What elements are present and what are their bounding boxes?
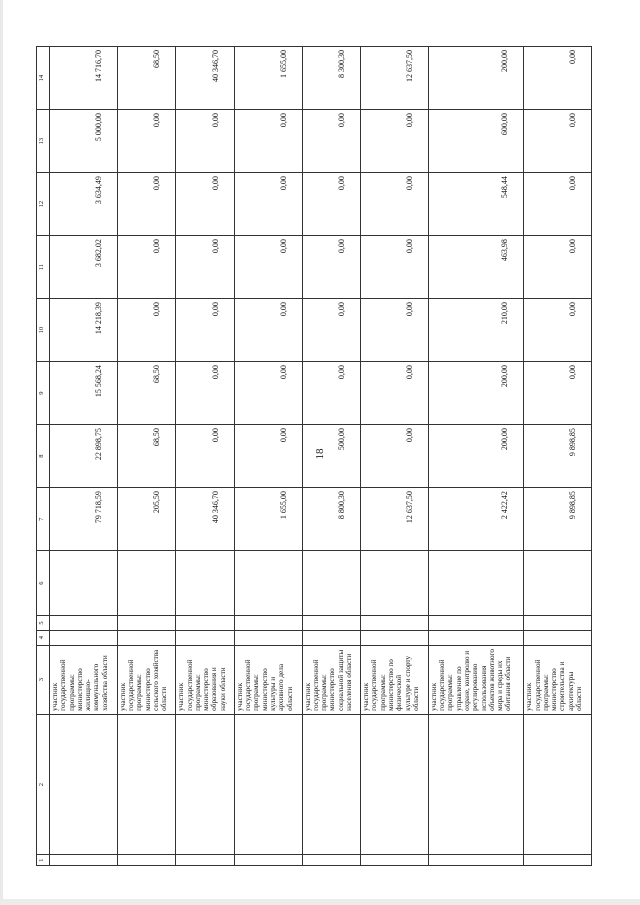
- table-row: [117, 47, 176, 866]
- column-number-13: 13: [37, 110, 50, 173]
- empty-cell-col-5: [176, 616, 235, 631]
- amount-cell-col-10: 210,00: [428, 299, 523, 362]
- amount-cell-col-11: 3 682,02: [50, 236, 118, 299]
- column-number-8: 8: [37, 425, 50, 488]
- amount-cell-col-8: 0,00: [234, 425, 302, 488]
- empty-cell-col-6: [234, 551, 302, 616]
- empty-cell-col-5: [428, 616, 523, 631]
- table-row: [361, 47, 429, 866]
- amount-cell-col-14: 200,00: [428, 47, 523, 110]
- empty-cell-col-6: [428, 551, 523, 616]
- amount-cell-col-7: 40 346,70: [176, 488, 235, 551]
- empty-cell-col-5: [361, 616, 429, 631]
- empty-cell-col-1: [234, 855, 302, 866]
- empty-cell-col-1: [302, 855, 361, 866]
- empty-cell-col-6: [361, 551, 429, 616]
- amount-cell-col-10: 0,00: [176, 299, 235, 362]
- column-number-2: 2: [37, 714, 50, 855]
- amount-cell-col-9: 68,50: [117, 362, 176, 425]
- amount-cell-col-11: 463,98: [428, 236, 523, 299]
- amount-cell-col-8: 0,00: [361, 425, 429, 488]
- empty-cell-col-5: [117, 616, 176, 631]
- column-number-5: 5: [37, 616, 50, 631]
- participant-name-cell: участник государственной программы: министерство строительства и архитектуры области: [524, 645, 592, 714]
- participant-name-cell: участник государственной программы: министерство образования и науки области: [176, 645, 235, 714]
- participant-name-cell: участник государственной программы: управление по охране, контролю и регулированию использования объектов животного мира и среды их обитания области: [428, 645, 523, 714]
- amount-cell-col-14: 68,50: [117, 47, 176, 110]
- empty-cell-col-4: [302, 630, 361, 645]
- empty-cell-col-6: [302, 551, 361, 616]
- empty-cell-col-6: [50, 551, 118, 616]
- table-row: [234, 47, 302, 866]
- page-number: 18: [314, 448, 326, 460]
- amount-cell-col-13: 5 000,00: [50, 110, 118, 173]
- empty-cell-col-1: [524, 855, 592, 866]
- empty-cell-col-4: [361, 630, 429, 645]
- participant-name-cell: участник государственной программы: министерство по физической культуре и спорту области: [361, 645, 429, 714]
- amount-cell-col-12: 0,00: [524, 173, 592, 236]
- amount-cell-col-8: 9 898,85: [524, 425, 592, 488]
- amount-cell-col-14: 14 716,70: [50, 47, 118, 110]
- table-row: [428, 47, 523, 866]
- amount-cell-col-7: 9 898,85: [524, 488, 592, 551]
- participant-name-cell: участник государственной программы: министерство жилищно-коммунального хозяйства области: [50, 645, 118, 714]
- table-body: [50, 47, 592, 866]
- amount-cell-col-14: 0,00: [524, 47, 592, 110]
- empty-cell-col-4: [117, 630, 176, 645]
- amount-cell-col-12: 0,00: [117, 173, 176, 236]
- column-number-row: [37, 47, 50, 866]
- amount-cell-col-13: 0,00: [234, 110, 302, 173]
- amount-cell-col-10: 0,00: [117, 299, 176, 362]
- amount-cell-col-11: 0,00: [302, 236, 361, 299]
- empty-cell-col-5: [302, 616, 361, 631]
- amount-cell-col-11: 0,00: [524, 236, 592, 299]
- column-number-3: 3: [37, 645, 50, 714]
- empty-cell-col-4: [176, 630, 235, 645]
- empty-cell-col-2: [50, 714, 118, 855]
- column-number-9: 9: [37, 362, 50, 425]
- empty-cell-col-1: [361, 855, 429, 866]
- empty-cell-col-1: [428, 855, 523, 866]
- amount-cell-col-7: 8 800,30: [302, 488, 361, 551]
- amount-cell-col-12: 0,00: [361, 173, 429, 236]
- empty-cell-col-1: [117, 855, 176, 866]
- table-row: [302, 47, 361, 866]
- amount-cell-col-12: 3 634,49: [50, 173, 118, 236]
- amount-cell-col-9: 200,00: [428, 362, 523, 425]
- empty-cell-col-4: [234, 630, 302, 645]
- empty-cell-col-2: [524, 714, 592, 855]
- participant-name-cell: участник государственной программы: министерство культуры и архивного дела области: [234, 645, 302, 714]
- scan-edge-left: [0, 0, 3, 905]
- amount-cell-col-12: 548,44: [428, 173, 523, 236]
- amount-cell-col-13: 600,00: [428, 110, 523, 173]
- column-number-11: 11: [37, 236, 50, 299]
- amount-cell-col-8: 500,00: [302, 425, 361, 488]
- amount-cell-col-9: 15 568,24: [50, 362, 118, 425]
- empty-cell-col-2: [361, 714, 429, 855]
- amount-cell-col-14: 40 346,70: [176, 47, 235, 110]
- empty-cell-col-1: [176, 855, 235, 866]
- column-number-12: 12: [37, 173, 50, 236]
- empty-cell-col-6: [176, 551, 235, 616]
- column-number-10: 10: [37, 299, 50, 362]
- amount-cell-col-11: 0,00: [234, 236, 302, 299]
- empty-cell-col-4: [428, 630, 523, 645]
- amount-cell-col-14: 8 300,30: [302, 47, 361, 110]
- column-number-7: 7: [37, 488, 50, 551]
- amount-cell-col-14: 1 655,00: [234, 47, 302, 110]
- empty-cell-col-6: [117, 551, 176, 616]
- empty-cell-col-5: [234, 616, 302, 631]
- amount-cell-col-13: 0,00: [524, 110, 592, 173]
- amount-cell-col-8: 200,00: [428, 425, 523, 488]
- amount-cell-col-9: 0,00: [234, 362, 302, 425]
- empty-cell-col-6: [524, 551, 592, 616]
- amount-cell-col-10: 0,00: [524, 299, 592, 362]
- amount-cell-col-10: 14 218,39: [50, 299, 118, 362]
- amount-cell-col-12: 0,00: [302, 173, 361, 236]
- empty-cell-col-2: [117, 714, 176, 855]
- empty-cell-col-2: [176, 714, 235, 855]
- amount-cell-col-13: 0,00: [361, 110, 429, 173]
- amount-cell-col-10: 0,00: [302, 299, 361, 362]
- amount-cell-col-9: 0,00: [524, 362, 592, 425]
- participant-name-cell: участник государственной программы: министерство социальной защиты населения области: [302, 645, 361, 714]
- table-row: [176, 47, 235, 866]
- amount-cell-col-13: 0,00: [117, 110, 176, 173]
- empty-cell-col-5: [50, 616, 118, 631]
- amount-cell-col-8: 22 898,75: [50, 425, 118, 488]
- table-row: [50, 47, 118, 866]
- empty-cell-col-2: [234, 714, 302, 855]
- amount-cell-col-12: 0,00: [234, 173, 302, 236]
- rotated-table-container: [36, 46, 592, 866]
- amount-cell-col-10: 0,00: [361, 299, 429, 362]
- empty-cell-col-4: [524, 630, 592, 645]
- amount-cell-col-9: 0,00: [302, 362, 361, 425]
- budget-table: [36, 46, 592, 866]
- table-row: [524, 47, 592, 866]
- amount-cell-col-9: 0,00: [176, 362, 235, 425]
- column-number-4: 4: [37, 630, 50, 645]
- amount-cell-col-8: 0,00: [176, 425, 235, 488]
- amount-cell-col-7: 205,50: [117, 488, 176, 551]
- column-number-1: 1: [37, 855, 50, 866]
- column-number-14: 14: [37, 47, 50, 110]
- amount-cell-col-12: 0,00: [176, 173, 235, 236]
- amount-cell-col-10: 0,00: [234, 299, 302, 362]
- empty-cell-col-5: [524, 616, 592, 631]
- amount-cell-col-13: 0,00: [176, 110, 235, 173]
- amount-cell-col-7: 12 637,50: [361, 488, 429, 551]
- empty-cell-col-2: [428, 714, 523, 855]
- column-number-6: 6: [37, 551, 50, 616]
- amount-cell-col-11: 0,00: [361, 236, 429, 299]
- amount-cell-col-11: 0,00: [117, 236, 176, 299]
- empty-cell-col-1: [50, 855, 118, 866]
- amount-cell-col-14: 12 637,50: [361, 47, 429, 110]
- amount-cell-col-9: 0,00: [361, 362, 429, 425]
- participant-name-cell: участник государственной программы: министерство сельского хозяйства области: [117, 645, 176, 714]
- amount-cell-col-8: 68,50: [117, 425, 176, 488]
- empty-cell-col-4: [50, 630, 118, 645]
- amount-cell-col-13: 0,00: [302, 110, 361, 173]
- empty-cell-col-2: [302, 714, 361, 855]
- amount-cell-col-11: 0,00: [176, 236, 235, 299]
- amount-cell-col-7: 1 655,00: [234, 488, 302, 551]
- amount-cell-col-7: 2 422,42: [428, 488, 523, 551]
- scan-edge-bottom: [0, 899, 640, 905]
- amount-cell-col-7: 79 718,59: [50, 488, 118, 551]
